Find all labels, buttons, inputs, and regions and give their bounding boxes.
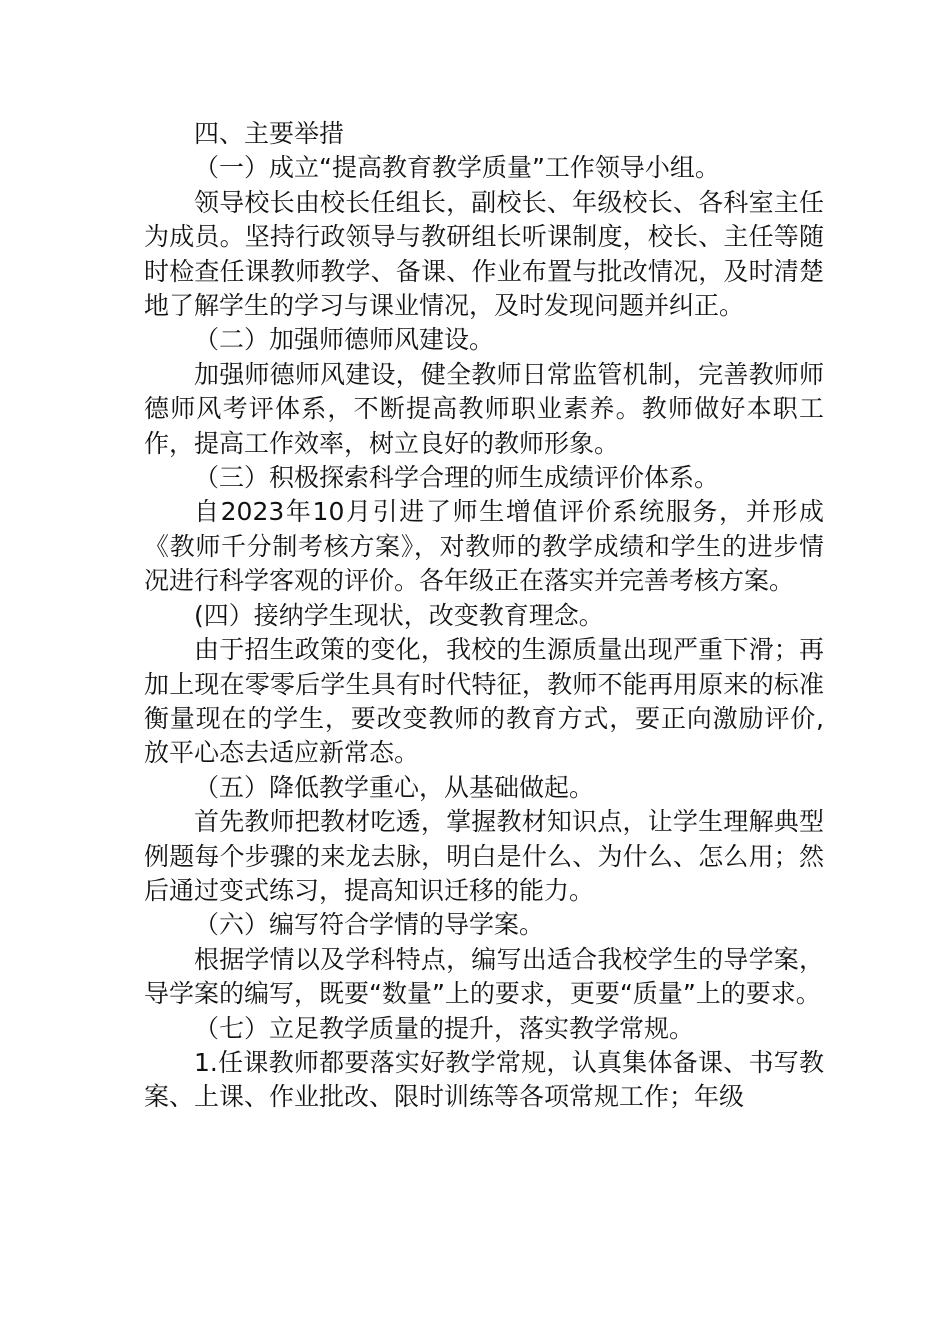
item-heading-5: （五）降低教学重心，从基础做起。 [194, 772, 595, 802]
item-heading-2: （二）加强师德师风建设。 [194, 325, 495, 355]
item-body-5: 首先教师把教材吃透，掌握教材知识点，让学生理解典型例题每个步骤的来龙去脉，明白是什么、为什么、怎么用；然后通过变式练习，提高知识迁移的能力。 [144, 807, 824, 905]
item-body-4: 由于招生政策的变化，我校的生源质量出现严重下滑；再加上现在零零后学生具有时代特征，教师不能再用原来的标准衡量现在的学生，要改变教师的教育方式，要正向激励评价,放平心态去适应新常态。 [144, 635, 824, 768]
item-heading-7: （七）立足教学质量的提升，落实教学常规。 [194, 1013, 695, 1043]
item-heading-6: （六）编写符合学情的导学案。 [194, 910, 545, 940]
item-body-6: 根据学情以及学科特点，编写出适合我校学生的导学案， 导学案的编写，既要“数量”上的要求，更要“质量”上的要求。 [144, 944, 824, 1009]
section-title: 四、主要举措 [194, 119, 345, 148]
item-body-7: 1.任课教师都要落实好教学常规，认真集体备课、书写教案、上课、作业批改、限时训练等各项常规工作；年级 [144, 1047, 824, 1112]
item-body-3: 自2023年10月引进了师生增值评价系统服务，并形成《教师千分制考核方案》，对教师的教学成绩和学生的进步情况进行科学客观的评价。各年级正在落实并完善考核方案。 [144, 497, 824, 596]
item-body-1: 领导校长由校长任组长，副校长、年级校长、各科室主任为成员。坚持行政领导与教研组长听课制度，校长、主任等随时检查任课教师教学、备课、作业布置与批改情况，及时清楚地了解学生的学习与课业情况，及时发现问题并纠正。 [144, 187, 824, 321]
item-heading-3: （三）积极探索科学合理的师生成绩评价体系。 [194, 463, 720, 493]
item-heading-4: (四）接纳学生现状，改变教育理念。 [194, 600, 604, 630]
document-body [144, 117, 824, 1115]
item-body-2: 加强师德师风建设，健全教师日常监管机制，完善教师师德师风考评体系，不断提高教师职业素养。教师做好本职工作，提高工作效率，树立良好的教师形象。 [144, 359, 824, 458]
item-heading-1: （一）成立“提高教育教学质量”工作领导小组。 [194, 153, 720, 183]
